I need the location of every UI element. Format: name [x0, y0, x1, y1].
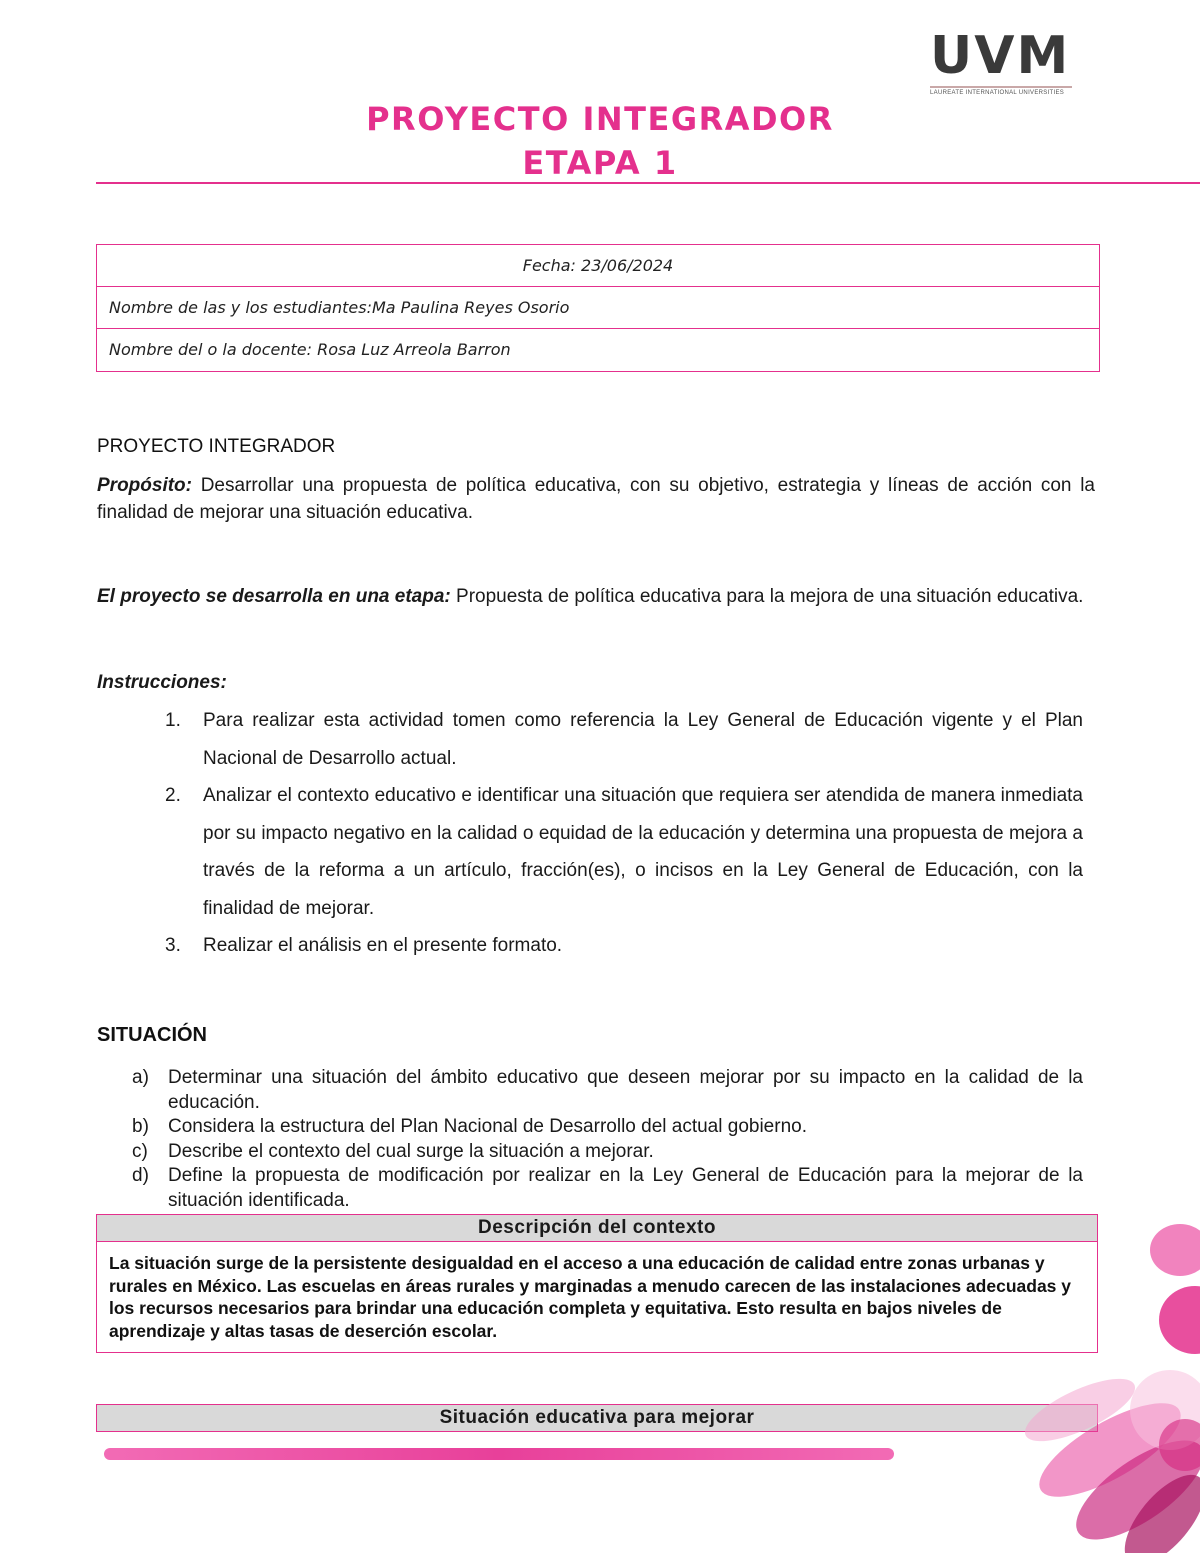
- list-item: [165, 927, 1083, 965]
- list-item: [132, 1164, 1083, 1213]
- list-item-text: Describe el contexto del cual surge la situación a mejorar.: [168, 1140, 654, 1162]
- pink-decorative-bar: [104, 1448, 894, 1460]
- fecha-row: Fecha: 23/06/2024: [97, 245, 1099, 287]
- list-item-number: 1.: [165, 710, 181, 731]
- list-item-text: Determinar una situación del ámbito educativo que deseen mejorar por su impacto en la calidad de la educación.: [168, 1067, 1083, 1113]
- list-item-letter: d): [132, 1165, 149, 1186]
- info-table: [96, 244, 1100, 372]
- list-item-text: Para realizar esta actividad tomen como referencia la Ley General de Educación vigente y el Plan Nacional de Desarrollo actual.: [203, 710, 1083, 769]
- list-item: [132, 1140, 1083, 1165]
- students-row: Nombre de las y los estudiantes:Ma Paulina Reyes Osorio: [97, 287, 1099, 329]
- purpose-text: Desarrollar una propuesta de política educativa, con su objetivo, estrategia y líneas de acción con la finalidad de mejorar una situación educativa.: [97, 475, 1095, 523]
- logo-text: UVM: [930, 26, 1071, 86]
- situation-list: [132, 1066, 1083, 1213]
- list-item: [165, 702, 1083, 777]
- list-item: [165, 777, 1083, 927]
- purpose-label: Propósito:: [97, 475, 192, 496]
- teacher-row: Nombre del o la docente: Rosa Luz Arreola Barron: [109, 340, 511, 359]
- instructions-label: Instrucciones:: [97, 672, 227, 693]
- title-divider: [96, 182, 1200, 184]
- logo-subtitle: LAUREATE INTERNATIONAL UNIVERSITIES: [930, 90, 1065, 96]
- improve-box-header: Situación educativa para mejorar: [97, 1405, 1097, 1431]
- instructions-list: [165, 702, 1083, 965]
- list-item-text: Realizar el análisis en el presente formato.: [203, 935, 563, 956]
- stage-label: El proyecto se desarrolla en una etapa:: [97, 586, 451, 607]
- situation-heading: SITUACIÓN: [97, 1024, 207, 1046]
- improve-box: [96, 1404, 1098, 1432]
- page-title: PROYECTO INTEGRADOR: [366, 100, 834, 138]
- list-item-text: Analizar el contexto educativo e identificar una situación que requiera ser atendida de manera inmediata por su impacto negativo en la calidad o equidad de la educación y determina una propuesta de mejora a través de la reforma a un artículo, fracción(es), o incisos en la Ley General de Educación, con la finalidad de mejorar.: [203, 785, 1083, 919]
- uvm-logo: [930, 26, 1080, 96]
- list-item: [132, 1115, 1083, 1140]
- list-item-text: Define la propuesta de modificación por realizar en la Ley General de Educación para la mejorar de la situación identificada.: [168, 1165, 1083, 1211]
- list-item-letter: a): [132, 1067, 149, 1088]
- list-item-text: Considera la estructura del Plan Nacional de Desarrollo del actual gobierno.: [168, 1116, 807, 1137]
- stage-text: Propuesta de política educativa para la mejora de una situación educativa.: [450, 586, 1084, 607]
- list-item-letter: b): [132, 1116, 149, 1137]
- context-box-header: Descripción del contexto: [97, 1215, 1097, 1242]
- list-item: [132, 1066, 1083, 1115]
- page-subtitle: ETAPA 1: [522, 144, 678, 182]
- context-box: [96, 1214, 1098, 1353]
- purpose-paragraph: [97, 472, 1095, 526]
- list-item-letter: c): [132, 1140, 148, 1162]
- list-item-number: 3.: [165, 935, 181, 956]
- logo-divider: [930, 86, 1072, 88]
- pink-flower-decoration-icon: [970, 1210, 1200, 1553]
- context-box-body: La situación surge de la persistente desigualdad en el acceso a una educación de calidad entre zonas urbanas y rurales en México. Las escuelas en áreas rurales y marginadas a menudo carecen de las instalaciones adecuadas y los recursos necesarios para brindar una educación completa y equitativa. Esto resulta en bajos niveles de aprendizaje y altas tasas de deserción escolar.: [109, 1253, 1072, 1341]
- stage-paragraph: [97, 583, 1095, 610]
- section-heading: PROYECTO INTEGRADOR: [97, 436, 336, 457]
- list-item-number: 2.: [165, 785, 181, 806]
